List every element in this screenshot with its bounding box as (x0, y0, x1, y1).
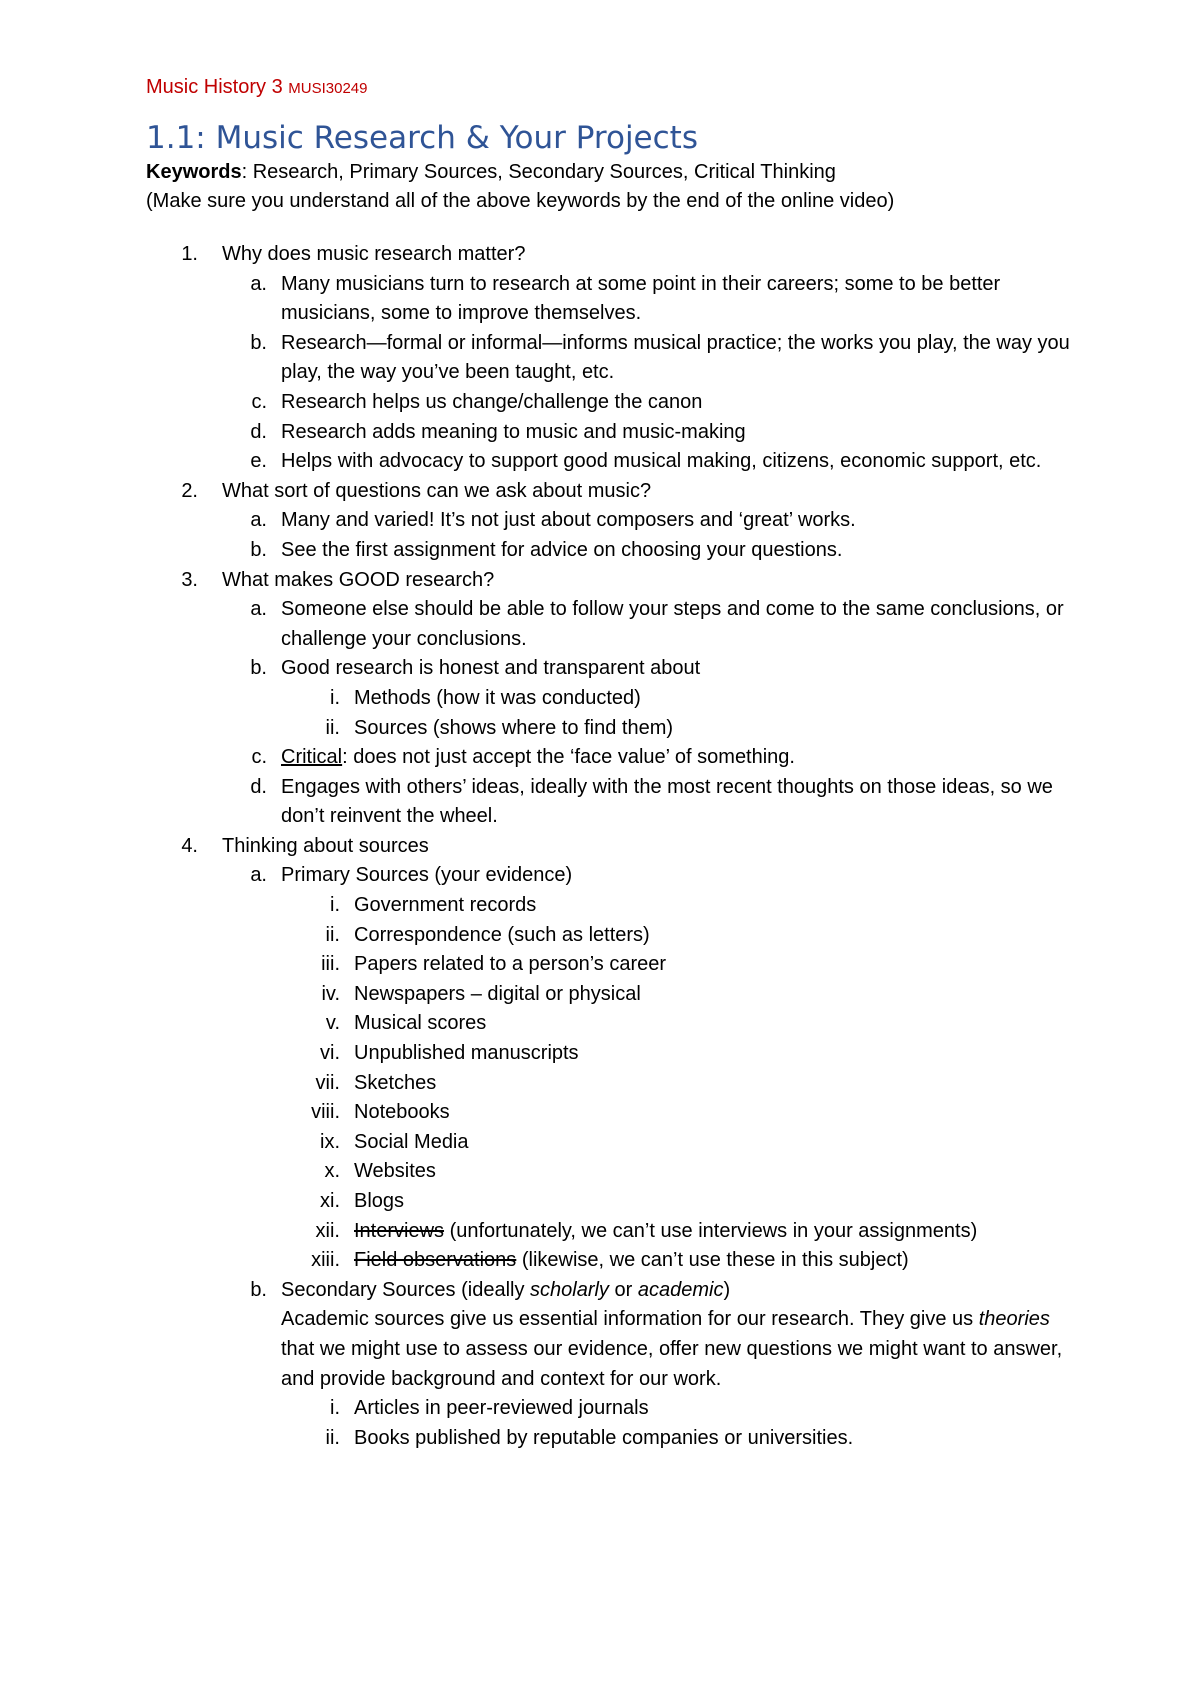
list-text: Sources (shows where to find them) (354, 716, 674, 739)
list-item (146, 1098, 1076, 1128)
list-item (146, 1009, 1076, 1039)
list-item (146, 1217, 1076, 1247)
list-marker: a. (250, 509, 267, 532)
struck-text: Field observations (354, 1249, 517, 1272)
list-item (146, 566, 1076, 596)
list-text: Newspapers – digital or physical (354, 982, 641, 1005)
list-marker: viii. (311, 1101, 340, 1124)
outline-list (146, 240, 1076, 1453)
list-marker: 2. (181, 479, 198, 502)
list-marker: iii. (321, 953, 340, 976)
list-text (354, 1217, 1076, 1247)
list-marker: c. (251, 746, 267, 769)
list-item (146, 1187, 1076, 1217)
list-text: Articles in peer-reviewed journals (354, 1397, 649, 1420)
list-marker: a. (250, 272, 267, 295)
document-page (146, 72, 1076, 1453)
list-text: Someone else should be able to follow your steps and come to the same conclusions, or challenge your conclusions. (281, 598, 1064, 650)
list-item (146, 595, 1076, 654)
list-text: Good research is honest and transparent about (281, 657, 701, 680)
list-text: Websites (354, 1160, 436, 1183)
list-marker: xiii. (311, 1249, 340, 1272)
list-item (146, 714, 1076, 744)
list-item (146, 773, 1076, 832)
keywords-label: Keywords (146, 161, 242, 183)
list-marker: d. (250, 420, 267, 443)
list-marker: ii. (325, 1426, 340, 1449)
list-text (281, 743, 1076, 773)
keywords-line (146, 158, 1076, 187)
list-marker: xi. (320, 1190, 340, 1212)
list-marker: a. (250, 598, 267, 621)
list-marker: b. (250, 657, 267, 680)
list-item (146, 418, 1076, 448)
list-item (146, 1069, 1076, 1099)
list-marker: v. (325, 1012, 340, 1035)
list-marker: b. (250, 331, 267, 354)
list-note: (unfortunately, we can’t use interviews in your assignments) (444, 1219, 978, 1242)
keywords-note: (Make sure you understand all of the above keywords by the end of the online video) (146, 190, 895, 212)
text-run: or (608, 1278, 638, 1301)
list-text (354, 1246, 1076, 1276)
list-text: Research adds meaning to music and music-making (281, 420, 746, 443)
list-text: Many musicians turn to research at some point in their careers; some to be better musicians, some to improve themselves. (281, 272, 1001, 325)
list-item (146, 832, 1076, 862)
list-item (146, 270, 1076, 329)
emphasis: theories (978, 1308, 1050, 1331)
list-marker: 1. (181, 243, 198, 265)
course-header (146, 72, 1076, 104)
struck-text: Interviews (354, 1219, 445, 1242)
list-text: Books published by reputable companies or universities. (354, 1426, 854, 1449)
list-text (281, 1276, 1076, 1306)
list-item (146, 980, 1076, 1010)
list-text: Thinking about sources (222, 834, 429, 857)
list-item (146, 684, 1076, 714)
text-run: that we might use to assess our evidence, offer new questions we might want to answer, and provide background and context for our work. (281, 1337, 1063, 1390)
list-text: Sketches (354, 1071, 437, 1094)
list-marker: xii. (315, 1219, 340, 1242)
list-text: What makes GOOD research? (222, 568, 495, 591)
list-marker: vii. (315, 1071, 340, 1094)
list-text: Why does music research matter? (222, 243, 526, 265)
secondary-paragraph (146, 1305, 1076, 1394)
list-item (146, 536, 1076, 566)
list-marker: i. (330, 1397, 340, 1420)
list-item (146, 506, 1076, 536)
list-item (146, 743, 1076, 773)
list-text: Engages with others’ ideas, ideally with the most recent thoughts on those ideas, so we don’t reinvent the wheel. (281, 775, 1053, 828)
list-marker: 4. (181, 834, 198, 857)
list-text: Musical scores (354, 1012, 487, 1035)
text-run: Academic sources give us essential information for our research. They give us (281, 1308, 979, 1331)
list-text: Government records (354, 894, 537, 917)
list-text: Research—formal or informal—informs musical practice; the works you play, the way you play, the way you’ve been taught, etc. (281, 331, 1070, 384)
list-item (146, 950, 1076, 980)
page-title: 1.1: Music Research & Your Projects (146, 120, 698, 156)
list-item (146, 477, 1076, 507)
list-marker: i. (330, 894, 340, 917)
list-marker: c. (251, 390, 267, 413)
course-code: MUSI30249 (288, 80, 368, 97)
list-text: Methods (how it was conducted) (354, 686, 641, 709)
emphasis: academic (637, 1278, 724, 1301)
list-marker: b. (250, 1278, 267, 1301)
list-item (146, 1276, 1076, 1306)
list-marker: b. (250, 538, 267, 561)
list-item (146, 654, 1076, 684)
list-marker: i. (330, 686, 340, 709)
list-item (146, 1039, 1076, 1069)
list-item (146, 1394, 1076, 1424)
list-text: Many and varied! It’s not just about composers and ‘great’ works. (281, 509, 856, 532)
text-run: ) (723, 1278, 731, 1301)
list-item (146, 921, 1076, 951)
list-text: Unpublished manuscripts (354, 1042, 579, 1065)
list-item (146, 388, 1076, 418)
list-item (146, 447, 1076, 477)
list-text: See the first assignment for advice on choosing your questions. (281, 538, 843, 561)
list-marker: vi. (320, 1042, 340, 1065)
list-marker: a. (250, 864, 267, 887)
list-note: (likewise, we can’t use these in this subject) (516, 1249, 909, 1272)
list-marker: e. (250, 450, 267, 473)
list-item (146, 1424, 1076, 1454)
list-text: Primary Sources (your evidence) (281, 864, 573, 887)
list-text: Papers related to a person’s career (354, 953, 667, 976)
list-item (146, 1246, 1076, 1276)
list-text: Helps with advocacy to support good musical making, citizens, economic support, etc. (281, 450, 1042, 473)
critical-definition: : does not just accept the ‘face value’ of something. (342, 746, 795, 769)
list-marker: ii. (325, 716, 340, 739)
list-marker: x. (324, 1160, 340, 1183)
list-marker: d. (250, 775, 267, 798)
critical-term: Critical (281, 746, 343, 769)
list-marker: 3. (181, 568, 198, 591)
list-item (146, 891, 1076, 921)
list-marker: iv. (321, 982, 340, 1005)
list-text: What sort of questions can we ask about music? (222, 479, 652, 502)
list-text: Notebooks (354, 1101, 450, 1124)
list-marker: ix. (320, 1130, 340, 1153)
emphasis: scholarly (530, 1278, 609, 1301)
list-item (146, 861, 1076, 891)
list-text: Blogs (354, 1190, 405, 1212)
keywords-text: : Research, Primary Sources, Secondary Sources, Critical Thinking (241, 161, 836, 183)
text-run: Secondary Sources (ideally (281, 1278, 531, 1301)
list-text: Research helps us change/challenge the canon (281, 390, 703, 413)
list-text: Social Media (354, 1130, 469, 1153)
list-item (146, 329, 1076, 388)
list-marker: ii. (325, 923, 340, 946)
list-text: Correspondence (such as letters) (354, 923, 650, 946)
course-name: Music History 3 (146, 76, 283, 98)
list-item (146, 1157, 1076, 1187)
list-item (146, 240, 1076, 270)
list-item (146, 1128, 1076, 1158)
